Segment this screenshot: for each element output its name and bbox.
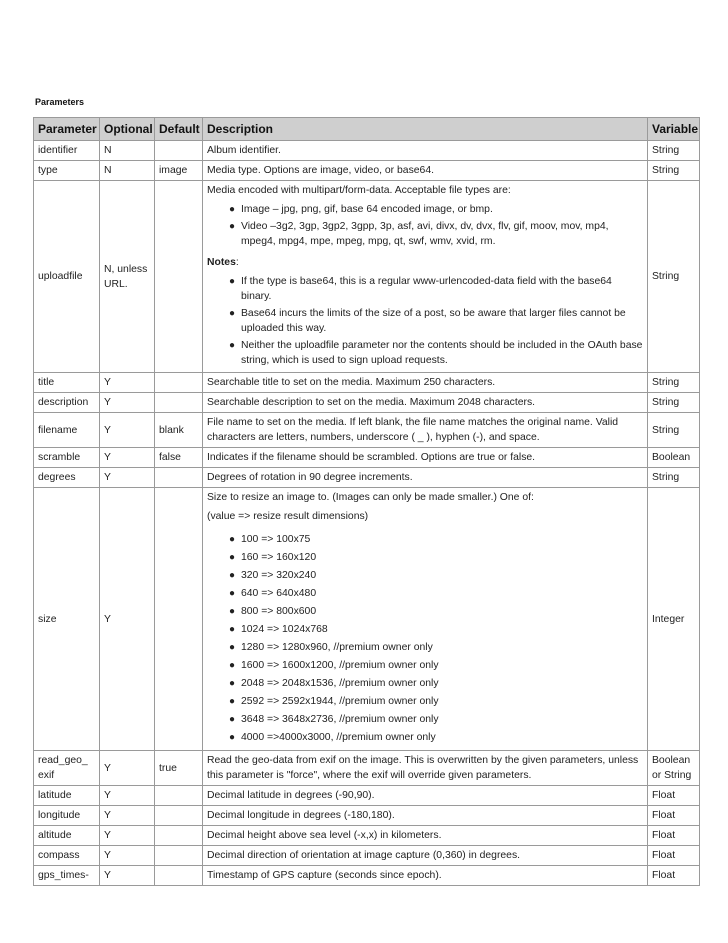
list-item-text: Video –3g2, 3gp, 3gp2, 3gpp, 3p, asf, avi, divx, dv, dvx, flv, gif, moov, mov, mp4, mpeg4, mpg4, mpe, mpeg, mpg, qt, swf, wmv, xvid, rm. [241, 221, 609, 247]
cell-parameter: description [34, 393, 100, 413]
cell-optional: Y [100, 786, 155, 806]
bullet-icon: ● [229, 660, 236, 671]
table-header-row [34, 118, 700, 141]
cell-default: false [155, 448, 203, 468]
list-item [229, 219, 643, 249]
file-types-list [207, 202, 643, 249]
cell-default: image [155, 161, 203, 181]
bullet-icon: ● [229, 204, 236, 215]
cell-description: Decimal longitude in degrees (-180,180). [203, 806, 648, 826]
list-item-text: 160 => 160x120 [241, 552, 317, 563]
cell-variable: String [648, 181, 700, 373]
list-item [229, 712, 643, 727]
cell-default [155, 786, 203, 806]
list-item-text: Image – jpg, png, gif, base 64 encoded image, or bmp. [241, 204, 493, 215]
list-item [229, 550, 643, 565]
cell-description: Decimal height above sea level (-x,x) in kilometers. [203, 826, 648, 846]
bullet-icon: ● [229, 642, 236, 653]
cell-description [203, 181, 648, 373]
cell-parameter: altitude [34, 826, 100, 846]
table-row [34, 751, 700, 786]
cell-default [155, 141, 203, 161]
cell-parameter: uploadfile [34, 181, 100, 373]
cell-default [155, 468, 203, 488]
list-item [229, 306, 643, 336]
bullet-icon: ● [229, 714, 236, 725]
cell-parameter: degrees [34, 468, 100, 488]
bullet-icon: ● [229, 624, 236, 635]
cell-description: Decimal direction of orientation at image capture (0,360) in degrees. [203, 846, 648, 866]
description-intro: Size to resize an image to. (Images can only be made smaller.) One of: [207, 492, 534, 503]
cell-parameter: type [34, 161, 100, 181]
list-item-text: Base64 incurs the limits of the size of a post, so be aware that larger files cannot be uploaded this way. [241, 308, 626, 334]
header-parameter: Parameter [34, 118, 100, 141]
cell-optional: Y [100, 846, 155, 866]
list-item [229, 640, 643, 655]
cell-description: Degrees of rotation in 90 degree increments. [203, 468, 648, 488]
list-item [229, 658, 643, 673]
list-item-text: 2048 => 2048x1536, //premium owner only [241, 678, 439, 689]
cell-variable: String [648, 161, 700, 181]
cell-description: Indicates if the filename should be scrambled. Options are true or false. [203, 448, 648, 468]
cell-default [155, 866, 203, 886]
table-row [34, 866, 700, 886]
bullet-icon: ● [229, 678, 236, 689]
cell-description: Media type. Options are image, video, or base64. [203, 161, 648, 181]
bullet-icon: ● [229, 606, 236, 617]
cell-optional: Y [100, 866, 155, 886]
cell-variable: String [648, 413, 700, 448]
list-item-text: If the type is base64, this is a regular www-urlencoded-data field with the base64 binary. [241, 276, 612, 302]
cell-parameter: title [34, 373, 100, 393]
list-item [229, 532, 643, 547]
bullet-icon: ● [229, 308, 236, 319]
list-item-text: Neither the uploadfile parameter nor the contents should be included in the OAuth base string, which is used to sign upload requests. [241, 340, 643, 366]
cell-parameter: scramble [34, 448, 100, 468]
list-item [229, 586, 643, 601]
cell-variable: Float [648, 846, 700, 866]
list-item [229, 694, 643, 709]
table-row [34, 413, 700, 448]
cell-parameter: read_geo_ exif [34, 751, 100, 786]
cell-description: Album identifier. [203, 141, 648, 161]
cell-default [155, 181, 203, 373]
list-item-text: 1024 => 1024x768 [241, 624, 328, 635]
header-variable: Variable [648, 118, 700, 141]
table-row [34, 373, 700, 393]
cell-description [203, 488, 648, 751]
cell-parameter: longitude [34, 806, 100, 826]
notes-label: Notes [207, 257, 236, 268]
list-item-text: 1600 => 1600x1200, //premium owner only [241, 660, 439, 671]
cell-default [155, 393, 203, 413]
table-row [34, 393, 700, 413]
cell-optional: Y [100, 751, 155, 786]
cell-parameter: compass [34, 846, 100, 866]
cell-default: true [155, 751, 203, 786]
cell-variable: Boolean or String [648, 751, 700, 786]
cell-optional: Y [100, 488, 155, 751]
list-item [229, 730, 643, 745]
cell-default [155, 488, 203, 751]
list-item [229, 274, 643, 304]
list-item-text: 320 => 320x240 [241, 570, 317, 581]
list-item [229, 622, 643, 637]
cell-description: Searchable description to set on the media. Maximum 2048 characters. [203, 393, 648, 413]
bullet-icon: ● [229, 570, 236, 581]
table-row [34, 786, 700, 806]
cell-optional: Y [100, 826, 155, 846]
sizes-list [207, 532, 643, 745]
cell-variable: String [648, 393, 700, 413]
cell-variable: Integer [648, 488, 700, 751]
cell-variable: Float [648, 826, 700, 846]
list-item-text: 2592 => 2592x1944, //premium owner only [241, 696, 439, 707]
cell-default [155, 826, 203, 846]
table-row [34, 448, 700, 468]
cell-optional: Y [100, 806, 155, 826]
header-description: Description [203, 118, 648, 141]
cell-default [155, 806, 203, 826]
bullet-icon: ● [229, 276, 236, 287]
cell-optional: Y [100, 393, 155, 413]
table-row [34, 468, 700, 488]
cell-parameter: identifier [34, 141, 100, 161]
bullet-icon: ● [229, 552, 236, 563]
cell-parameter: size [34, 488, 100, 751]
bullet-icon: ● [229, 340, 236, 351]
cell-default [155, 373, 203, 393]
header-optional: Optional [100, 118, 155, 141]
list-item [229, 676, 643, 691]
notes-list [207, 274, 643, 368]
cell-optional: Y [100, 468, 155, 488]
list-item [229, 604, 643, 619]
cell-optional: Y [100, 373, 155, 393]
list-item-text: 3648 => 3648x2736, //premium owner only [241, 714, 439, 725]
bullet-icon: ● [229, 221, 236, 232]
list-item [229, 568, 643, 583]
cell-optional: Y [100, 448, 155, 468]
notes-heading: Notes: [207, 257, 239, 268]
list-item-text: 800 => 800x600 [241, 606, 317, 617]
list-item [229, 338, 643, 368]
cell-variable: Float [648, 786, 700, 806]
cell-optional: N [100, 141, 155, 161]
cell-parameter: gps_times- [34, 866, 100, 886]
table-row [34, 488, 700, 751]
cell-optional: Y [100, 413, 155, 448]
parameters-table [33, 117, 700, 886]
cell-optional: N [100, 161, 155, 181]
cell-variable: String [648, 468, 700, 488]
cell-parameter: filename [34, 413, 100, 448]
table-row [34, 181, 700, 373]
bullet-icon: ● [229, 732, 236, 743]
cell-variable: String [648, 141, 700, 161]
bullet-icon: ● [229, 534, 236, 545]
list-item-text: 640 => 640x480 [241, 588, 317, 599]
description-intro: Media encoded with multipart/form-data. Acceptable file types are: [207, 185, 511, 196]
list-item [229, 202, 643, 217]
cell-default: blank [155, 413, 203, 448]
cell-variable: Boolean [648, 448, 700, 468]
cell-variable: Float [648, 806, 700, 826]
bullet-icon: ● [229, 588, 236, 599]
table-row [34, 161, 700, 181]
cell-description: Timestamp of GPS capture (seconds since epoch). [203, 866, 648, 886]
cell-description: Decimal latitude in degrees (-90,90). [203, 786, 648, 806]
description-sub: (value => resize result dimensions) [207, 511, 369, 522]
bullet-icon: ● [229, 696, 236, 707]
list-item-text: 100 => 100x75 [241, 534, 311, 545]
cell-description: Searchable title to set on the media. Maximum 250 characters. [203, 373, 648, 393]
section-title: Parameters [35, 97, 85, 107]
table-row [34, 806, 700, 826]
header-default: Default [155, 118, 203, 141]
cell-description: Read the geo-data from exif on the image. This is overwritten by the given parameters, unless this parameter is "force", where the exif will override given parameters. [203, 751, 648, 786]
cell-variable: String [648, 373, 700, 393]
list-item-text: 1280 => 1280x960, //premium owner only [241, 642, 433, 653]
table-row [34, 141, 700, 161]
cell-optional: N, unless URL. [100, 181, 155, 373]
list-item-text: 4000 =>4000x3000, //premium owner only [241, 732, 436, 743]
cell-default [155, 846, 203, 866]
table-row [34, 826, 700, 846]
cell-variable: Float [648, 866, 700, 886]
cell-parameter: latitude [34, 786, 100, 806]
cell-description: File name to set on the media. If left blank, the file name matches the original name. Valid characters are letters, numbers, underscore ( _ ), hyphen (-), and space. [203, 413, 648, 448]
table-row [34, 846, 700, 866]
